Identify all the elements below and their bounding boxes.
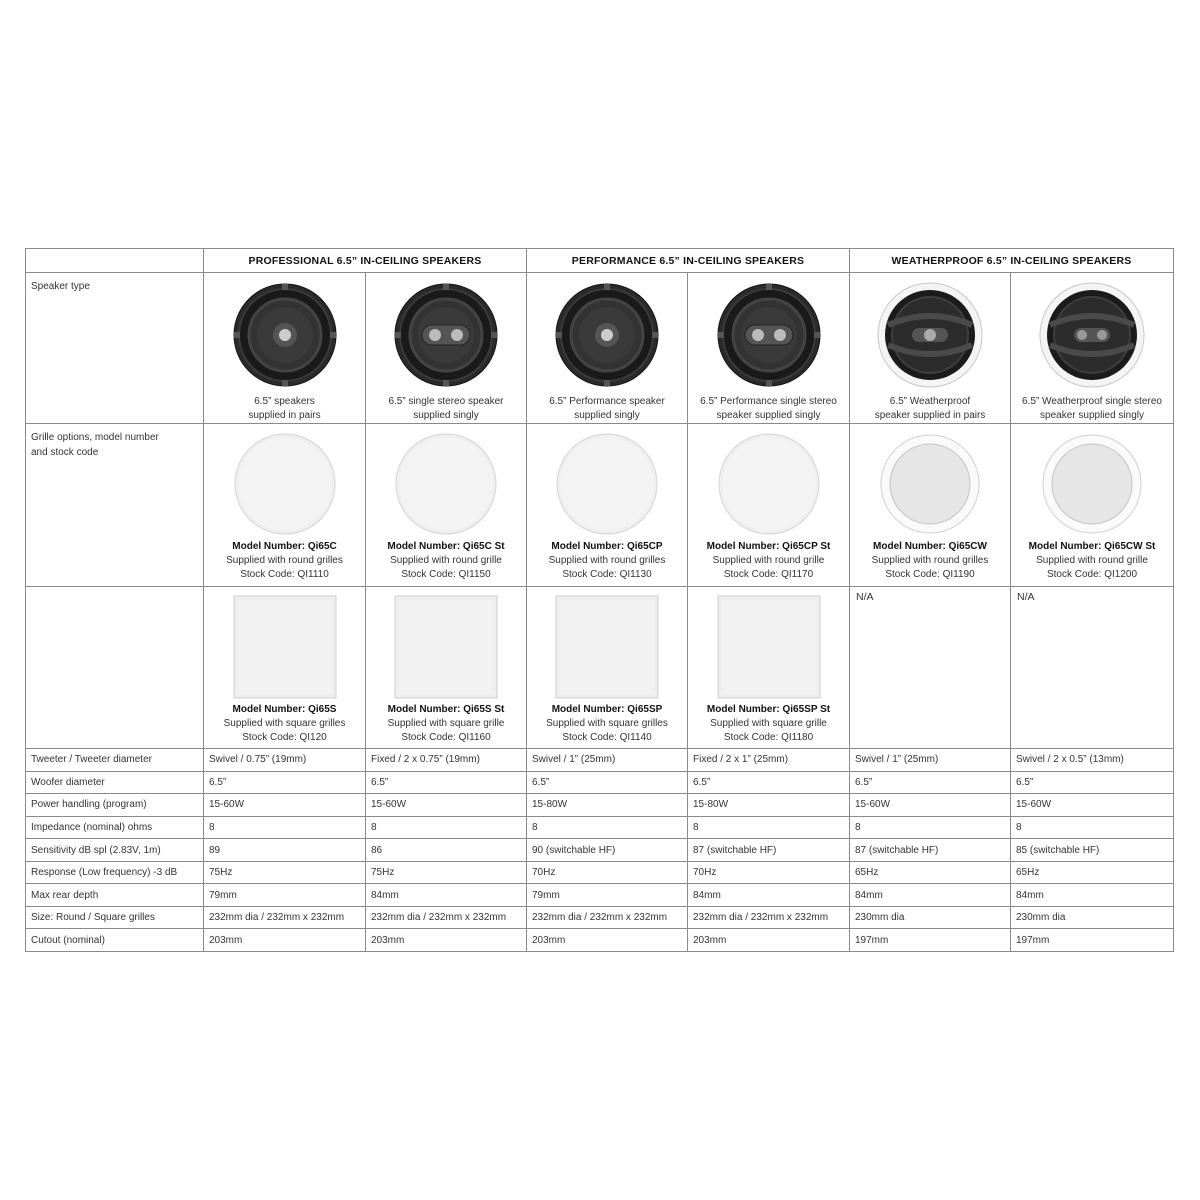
spec-value: 230mm dia (1011, 906, 1174, 929)
model-number: Model Number: Qi65SP St (706, 703, 831, 715)
spec-value: Swivel / 1” (25mm) (850, 749, 1011, 772)
spec-value: 8 (366, 816, 527, 839)
spec-value: 8 (527, 816, 688, 839)
round-grille-caption (850, 540, 1010, 582)
grille-options-label-line1: Grille options, model number (31, 432, 159, 444)
grille-supply: Supplied with round grille (390, 555, 502, 567)
spec-value: 79mm (527, 884, 688, 907)
grille-supply: Supplied with square grilles (223, 717, 346, 729)
speaker-type-cell (688, 273, 850, 424)
square-grille-caption (204, 703, 365, 745)
speaker-type-cell (527, 273, 688, 424)
model-number: Model Number: Qi65CP (551, 541, 663, 553)
stock-code: Stock Code: QI1150 (401, 569, 491, 581)
spec-value: 8 (688, 816, 850, 839)
speaker-type-row (26, 273, 1174, 424)
spec-value: Swivel / 2 x 0.5” (13mm) (1011, 749, 1174, 772)
spec-value: Swivel / 0.75” (19mm) (204, 749, 366, 772)
grille-supply: Supplied with round grille (712, 555, 825, 567)
speaker-caption (850, 395, 1010, 423)
spec-value: 65Hz (850, 861, 1011, 884)
spec-value: 6.5” (366, 771, 527, 794)
stock-code: Stock Code: QI1140 (562, 731, 652, 743)
group-title-performance: PERFORMANCE 6.5” IN-CEILING SPEAKERS (527, 249, 850, 273)
stock-code: Stock Code: QI1160 (401, 731, 491, 743)
stock-code: Stock Code: QI1130 (562, 569, 652, 581)
square-grille-image (233, 595, 337, 699)
spec-value: 89 (204, 839, 366, 862)
corner-cell (26, 249, 204, 273)
round-grille-caption (527, 540, 687, 582)
square-grille-image (717, 595, 821, 699)
spec-value: 232mm dia / 232mm x 232mm (688, 906, 850, 929)
not-available-text: N/A (856, 590, 874, 603)
speaker-caption-line1: 6.5” Performance single stereo (700, 396, 837, 408)
speaker-type-cell (850, 273, 1011, 424)
square-grille-row (26, 586, 1174, 748)
stock-code: Stock Code: QI1170 (723, 569, 814, 581)
spec-label: Max rear depth (26, 884, 204, 907)
grille-supply: Supplied with round grille (1036, 555, 1148, 567)
round-grille-cell (527, 424, 688, 586)
spec-value: 79mm (204, 884, 366, 907)
spec-value: 86 (366, 839, 527, 862)
grille-options-label-line2: and stock code (31, 447, 99, 459)
spec-table-body (26, 249, 1174, 952)
speaker-caption-line1: 6.5” Weatherproof (889, 396, 971, 408)
round-grille-image (555, 432, 659, 536)
speaker-caption-line1: 6.5” single stereo speaker (388, 396, 504, 408)
grille-options-label (26, 424, 204, 586)
spec-value: 203mm (204, 929, 366, 952)
grille-supply: Supplied with round grilles (226, 555, 343, 567)
round-grille-image (394, 432, 498, 536)
speaker-caption-line2: supplied singly (413, 410, 479, 422)
spec-value: 70Hz (688, 861, 850, 884)
spec-value: 15-60W (1011, 794, 1174, 817)
speaker-image-perf-single (553, 281, 661, 389)
round-grille-caption (1011, 540, 1173, 582)
square-grille-cell (204, 586, 366, 748)
spec-value: 232mm dia / 232mm x 232mm (204, 906, 366, 929)
spec-value: 232mm dia / 232mm x 232mm (527, 906, 688, 929)
round-grille-cell (1011, 424, 1174, 586)
spec-row (26, 929, 1174, 952)
speaker-caption (204, 395, 365, 423)
square-grille-cell (527, 586, 688, 748)
square-grille-cell (366, 586, 527, 748)
speaker-caption-line2: speaker supplied singly (716, 410, 821, 422)
speaker-type-cell (366, 273, 527, 424)
stock-code: Stock Code: QI1190 (885, 569, 975, 581)
group-header-row (26, 249, 1174, 273)
spec-label: Size: Round / Square grilles (26, 906, 204, 929)
spec-label: Impedance (nominal) ohms (26, 816, 204, 839)
spec-row (26, 794, 1174, 817)
spec-value: 197mm (1011, 929, 1174, 952)
spec-value: 15-80W (688, 794, 850, 817)
round-grille-caption (688, 540, 849, 582)
spec-value: Fixed / 2 x 0.75” (19mm) (366, 749, 527, 772)
spec-label: Tweeter / Tweeter diameter (26, 749, 204, 772)
square-grille-caption (688, 703, 849, 745)
round-grille-caption (366, 540, 526, 582)
not-available-text: N/A (1017, 590, 1035, 603)
spec-label: Sensitivity dB spl (2.83V, 1m) (26, 839, 204, 862)
speaker-caption-line1: 6.5” Weatherproof single stereo (1022, 396, 1162, 408)
stock-code: Stock Code: QI1110 (240, 569, 329, 581)
model-number: Model Number: Qi65S St (387, 703, 505, 715)
round-grille-cell (366, 424, 527, 586)
spec-value: 15-80W (527, 794, 688, 817)
spec-value: 15-60W (204, 794, 366, 817)
square-grille-cell (850, 586, 1011, 748)
spec-value: 6.5” (204, 771, 366, 794)
spec-value: 6.5” (688, 771, 850, 794)
spec-row (26, 839, 1174, 862)
speaker-type-label: Speaker type (26, 273, 204, 424)
square-grille-caption (366, 703, 526, 745)
stock-code: Stock Code: QI1180 (723, 731, 814, 743)
round-grille-image (233, 432, 337, 536)
spec-label: Cutout (nominal) (26, 929, 204, 952)
spec-value: 87 (switchable HF) (688, 839, 850, 862)
speaker-caption-line2: speaker supplied in pairs (874, 410, 986, 422)
spec-value: Swivel / 1” (25mm) (527, 749, 688, 772)
round-grille-image (717, 432, 821, 536)
spec-value: 8 (204, 816, 366, 839)
grille-supply: Supplied with square grille (387, 717, 505, 729)
grille-supply: Supplied with square grilles (546, 717, 668, 729)
group-title-weatherproof: WEATHERPROOF 6.5” IN-CEILING SPEAKERS (850, 249, 1174, 273)
grille-supply: Supplied with square grille (710, 717, 827, 729)
square-grille-cell (688, 586, 850, 748)
model-number: Model Number: Qi65CW (873, 541, 987, 553)
model-number: Model Number: Qi65SP (551, 703, 663, 715)
speaker-caption-line2: supplied in pairs (248, 410, 321, 422)
model-number: Model Number: Qi65C St (387, 541, 505, 553)
spec-value: 84mm (366, 884, 527, 907)
square-grille-image (555, 595, 659, 699)
spec-value: 15-60W (850, 794, 1011, 817)
grille-supply: Supplied with round grilles (871, 555, 989, 567)
spec-value: 230mm dia (850, 906, 1011, 929)
speaker-type-cell (1011, 273, 1174, 424)
spec-value: 8 (1011, 816, 1174, 839)
speaker-caption-line1: 6.5” speakers (254, 396, 315, 408)
spec-value: 84mm (688, 884, 850, 907)
spec-value: 6.5” (850, 771, 1011, 794)
grille-supply: Supplied with round grilles (548, 555, 666, 567)
speaker-caption-line2: supplied singly (574, 410, 640, 422)
spec-value: 87 (switchable HF) (850, 839, 1011, 862)
square-grille-cell (1011, 586, 1174, 748)
speaker-type-cell (204, 273, 366, 424)
spec-label: Response (Low frequency) -3 dB (26, 861, 204, 884)
speaker-caption (1011, 395, 1173, 423)
spec-value: 6.5” (1011, 771, 1174, 794)
spec-value: Fixed / 2 x 1” (25mm) (688, 749, 850, 772)
spec-value: 75Hz (366, 861, 527, 884)
spec-value: 203mm (527, 929, 688, 952)
spec-label: Power handling (program) (26, 794, 204, 817)
spec-row (26, 861, 1174, 884)
speaker-image-pro-single (231, 281, 339, 389)
spec-value: 203mm (688, 929, 850, 952)
speaker-caption-line1: 6.5” Performance speaker (549, 396, 665, 408)
stock-code: Stock Code: QI1200 (1046, 569, 1138, 581)
spec-value: 232mm dia / 232mm x 232mm (366, 906, 527, 929)
spec-value: 65Hz (1011, 861, 1174, 884)
round-grille-caption (204, 540, 365, 582)
spec-row (26, 906, 1174, 929)
spec-value: 203mm (366, 929, 527, 952)
speaker-caption-line2: speaker supplied singly (1040, 410, 1144, 422)
speaker-caption (527, 395, 687, 423)
spec-value: 85 (switchable HF) (1011, 839, 1174, 862)
spec-row (26, 749, 1174, 772)
round-grille-cell (850, 424, 1011, 586)
round-grille-image (878, 432, 982, 536)
speaker-image-wp-stereo (1038, 281, 1146, 389)
speaker-image-wp-single (876, 281, 984, 389)
speaker-image-pro-stereo (392, 281, 500, 389)
round-grille-cell (688, 424, 850, 586)
round-grille-cell (204, 424, 366, 586)
spec-value: 197mm (850, 929, 1011, 952)
spec-value: 84mm (1011, 884, 1174, 907)
spec-value: 84mm (850, 884, 1011, 907)
model-number: Model Number: Qi65CP St (706, 541, 831, 553)
spec-value: 75Hz (204, 861, 366, 884)
square-grille-image (394, 595, 498, 699)
round-grille-image (1040, 432, 1144, 536)
round-grille-row (26, 424, 1174, 586)
square-grille-label-cell (26, 586, 204, 748)
spec-value: 70Hz (527, 861, 688, 884)
spec-row (26, 884, 1174, 907)
spec-value: 8 (850, 816, 1011, 839)
stock-code: Stock Code: QI120 (242, 731, 327, 743)
spec-value: 15-60W (366, 794, 527, 817)
speaker-image-perf-stereo (715, 281, 823, 389)
model-number: Model Number: Qi65CW St (1028, 541, 1156, 553)
speaker-caption (366, 395, 526, 423)
spec-table (25, 248, 1174, 952)
spec-row (26, 771, 1174, 794)
group-title-professional: PROFESSIONAL 6.5” IN-CEILING SPEAKERS (204, 249, 527, 273)
spec-value: 6.5” (527, 771, 688, 794)
speaker-caption (688, 395, 849, 423)
spec-label: Woofer diameter (26, 771, 204, 794)
square-grille-caption (527, 703, 687, 745)
spec-value: 90 (switchable HF) (527, 839, 688, 862)
spec-row (26, 816, 1174, 839)
model-number: Model Number: Qi65S (232, 703, 337, 715)
model-number: Model Number: Qi65C (232, 541, 337, 553)
